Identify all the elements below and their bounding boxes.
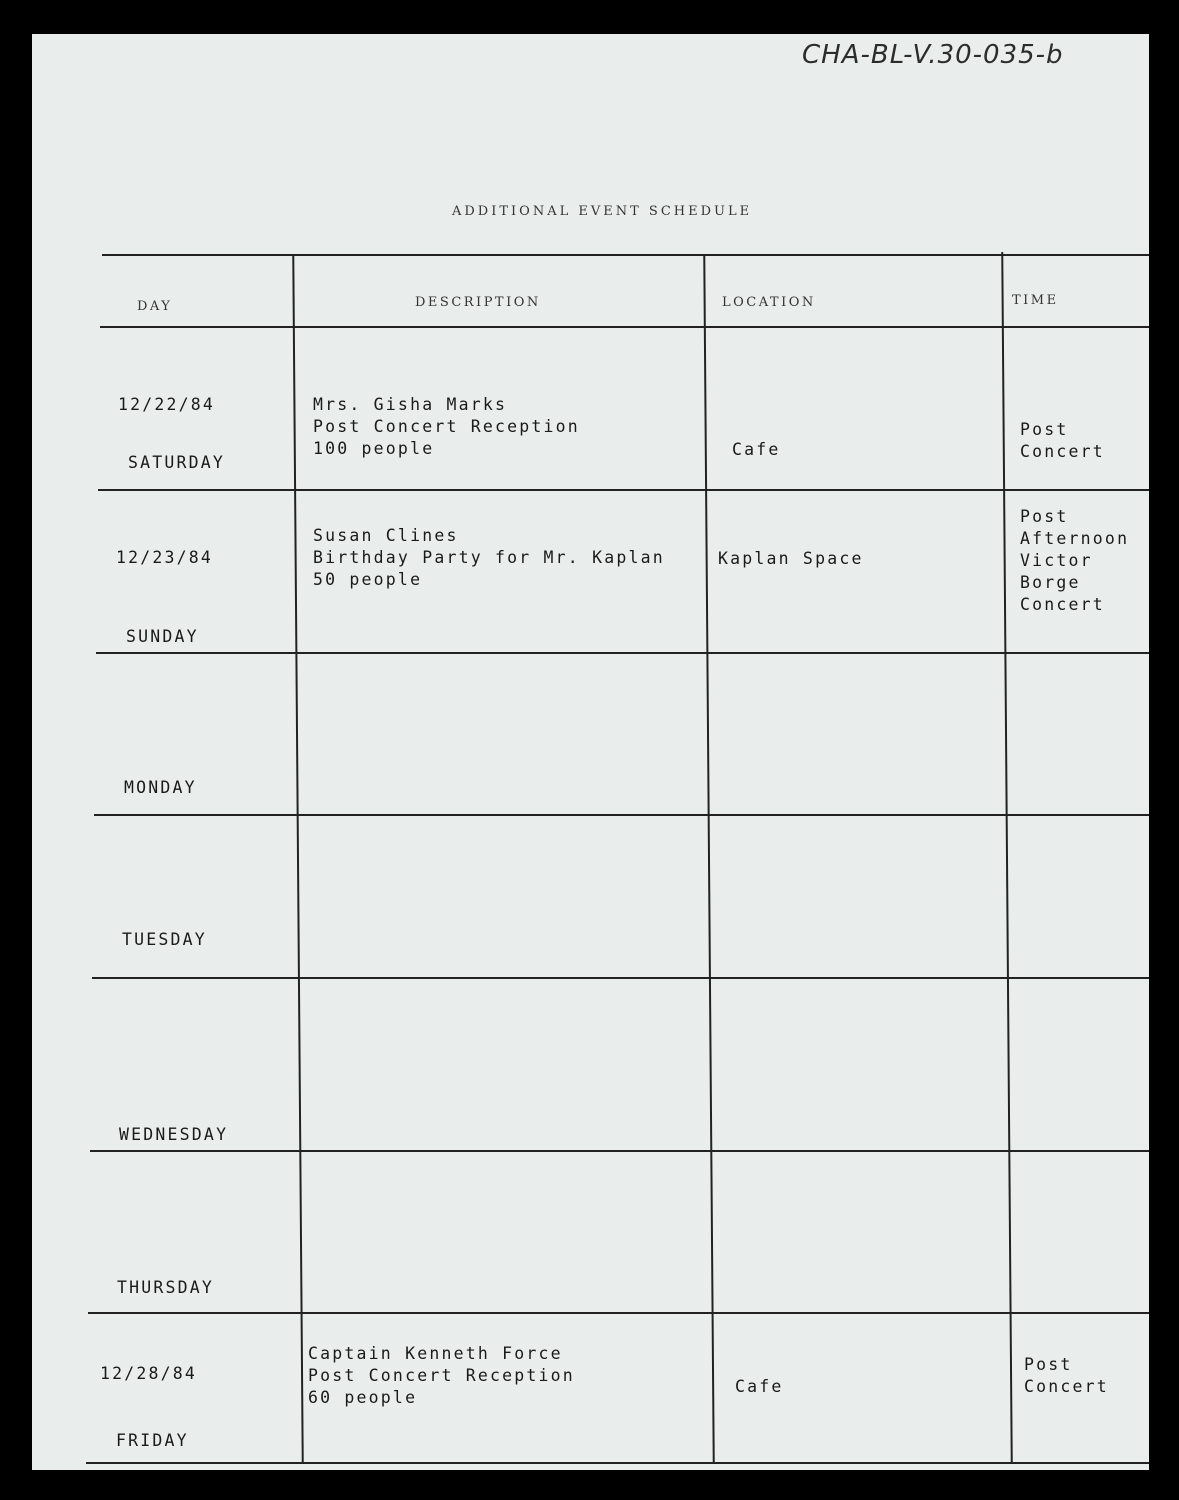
row-description-line: Post Concert Reception — [308, 1366, 575, 1385]
row-weekday: SATURDAY — [128, 453, 226, 472]
row-time-line: Post — [1020, 420, 1069, 439]
row-time-line: Borge — [1020, 573, 1081, 592]
header-location: LOCATION — [722, 295, 816, 310]
header-time: TIME — [1012, 293, 1059, 308]
row-description-line: Susan Clines — [313, 526, 459, 545]
column-rule — [1001, 252, 1013, 1464]
table-rule — [102, 254, 1149, 256]
row-time-line: Post — [1024, 1355, 1073, 1374]
table-rule — [92, 977, 1149, 979]
column-rule — [703, 254, 715, 1464]
table-rule — [86, 1462, 1149, 1464]
row-description-line: Post Concert Reception — [313, 417, 580, 436]
table-rule — [88, 1312, 1149, 1314]
table-rule — [96, 652, 1149, 654]
row-date: 12/28/84 — [100, 1364, 198, 1383]
row-weekday: WEDNESDAY — [119, 1125, 229, 1144]
row-location: Cafe — [735, 1377, 784, 1396]
header-description: DESCRIPTION — [415, 295, 541, 310]
table-rule — [90, 1150, 1149, 1152]
table-rule — [94, 814, 1149, 816]
column-rule — [292, 254, 304, 1464]
row-description-line: Mrs. Gisha Marks — [313, 395, 508, 414]
schedule-title: ADDITIONAL EVENT SCHEDULE — [452, 204, 753, 219]
row-weekday: MONDAY — [124, 778, 197, 797]
row-time-line: Post — [1020, 507, 1069, 526]
table-rule — [100, 326, 1149, 328]
row-description-line: 50 people — [313, 570, 423, 589]
row-description-line: 100 people — [313, 439, 435, 458]
row-time-line: Concert — [1024, 1377, 1109, 1396]
row-time-line: Concert — [1020, 442, 1105, 461]
row-weekday: SUNDAY — [126, 627, 199, 646]
row-time-line: Concert — [1020, 595, 1105, 614]
row-weekday: THURSDAY — [117, 1278, 215, 1297]
row-description-line: 60 people — [308, 1388, 418, 1407]
row-description-line: Captain Kenneth Force — [308, 1344, 563, 1363]
header-day: DAY — [137, 299, 173, 314]
archive-id-handwritten: CHA-BL-V.30-035-b — [802, 40, 1064, 70]
row-location: Kaplan Space — [718, 549, 864, 568]
row-time-line: Afternoon — [1020, 529, 1130, 548]
row-time-line: Victor — [1020, 551, 1093, 570]
row-date: 12/23/84 — [116, 548, 214, 567]
table-rule — [98, 489, 1149, 491]
document-page — [32, 34, 1149, 1470]
row-location: Cafe — [732, 440, 781, 459]
row-weekday: FRIDAY — [116, 1431, 189, 1450]
row-date: 12/22/84 — [118, 395, 216, 414]
row-weekday: TUESDAY — [122, 930, 207, 949]
row-description-line: Birthday Party for Mr. Kaplan — [313, 548, 665, 567]
